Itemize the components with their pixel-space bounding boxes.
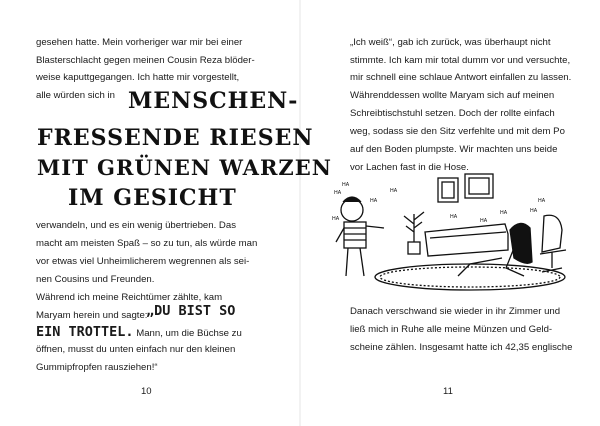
text-line: alle würden sich in	[36, 90, 115, 101]
text-line: „Ich weiß“, gab ich zurück, was überhaupt nicht	[350, 37, 551, 48]
text-line: vor Lachen fast in die Hose.	[350, 162, 469, 173]
shout-text: EIN TROTTEL.	[36, 324, 134, 340]
plant-shape	[404, 212, 424, 242]
text-line: Während ich meine Reichtümer zählte, kam	[36, 292, 223, 303]
boy-figure	[343, 197, 361, 202]
page-number: 11	[443, 386, 453, 397]
boy-figure	[344, 228, 366, 240]
text-line: macht am meisten Spaß – so zu tun, als würde man	[36, 238, 258, 249]
text-line: ließ mich in Ruhe alle meine Münzen und Geld-	[350, 324, 553, 335]
text-line: Danach verschwand sie wieder in ihr Zimmer und	[350, 306, 561, 317]
rug-shape	[380, 267, 560, 287]
right-page	[300, 0, 600, 426]
text-line: vor etwas viel Unheimlicherem wegrennen als sei-	[36, 256, 250, 267]
text-line: weg, sodass sie den Sitz verfehlte und mit dem Po	[350, 126, 565, 137]
laugh-text: HA	[480, 218, 488, 224]
text-line: weise kaputtgegangen. Ich hatte mir vorgestellt,	[36, 72, 240, 83]
text-line: Maryam herein und sagte:	[36, 310, 148, 321]
text-line: stimmte. Ich kam mir total dumm vor und versuchte,	[350, 55, 571, 66]
text-line: öffnen, musst du unten einfach nur den kleinen	[36, 344, 236, 355]
text-line: mir schnell eine schlaue Antwort einfallen zu lassen.	[350, 72, 572, 83]
boy-figure	[346, 248, 364, 276]
boy-figure	[341, 199, 363, 221]
page-number: 10	[141, 386, 152, 397]
laugh-text: HA	[450, 214, 458, 220]
big-lettering-line: MIT GRÜNEN WARZEN	[37, 155, 332, 180]
laugh-text: HA	[332, 216, 340, 222]
text-line: Gummipfropfen rausziehen!“	[36, 362, 158, 373]
picture-frame	[442, 182, 454, 198]
office-chair	[542, 215, 562, 252]
text-line: Währenddessen wollte Maryam sich auf meinen	[350, 90, 555, 101]
laugh-text: HA	[334, 190, 342, 196]
shout-line	[36, 326, 242, 340]
text-fragment: Mann, um die Büchse zu	[133, 328, 242, 339]
laugh-text: HA	[390, 188, 398, 194]
girl-figure	[510, 223, 532, 263]
laugh-text: HA	[530, 208, 538, 214]
picture-frame	[469, 178, 489, 194]
laugh-text: HA	[370, 198, 378, 204]
text-line: Blasterschlacht gegen meinen Cousin Reza blöder-	[36, 55, 255, 66]
laugh-text: HA	[538, 198, 546, 204]
laugh-text: HA	[500, 210, 508, 216]
shout-text: „DU BIST SO	[146, 303, 236, 319]
plant-pot	[408, 242, 420, 254]
rug-shape	[375, 264, 565, 290]
big-lettering-line: MENSCHEN-	[128, 88, 299, 114]
text-line: nen Cousins und Freunden.	[36, 274, 155, 285]
big-lettering-line: FRESSENDE RIESEN	[37, 125, 314, 151]
laugh-text: HA	[342, 182, 350, 188]
text-line: verwandeln, und es ein wenig übertrieben. Das	[36, 220, 236, 231]
sofa-shape	[430, 232, 506, 238]
text-line: Schreibtischstuhl setzen. Doch der rollte einfach	[350, 108, 555, 119]
text-line: scheine zählen. Insgesamt hatte ich 42,35 englische	[350, 342, 573, 353]
sofa-shape	[425, 224, 508, 256]
big-lettering-line: IM GESICHT	[68, 185, 237, 211]
text-line: auf den Boden plumpste. Wir machten uns beide	[350, 144, 558, 155]
boy-figure	[344, 222, 366, 248]
text-line: gesehen hatte. Mein vorheriger war mir bei einer	[36, 37, 243, 48]
illustration	[330, 172, 572, 292]
